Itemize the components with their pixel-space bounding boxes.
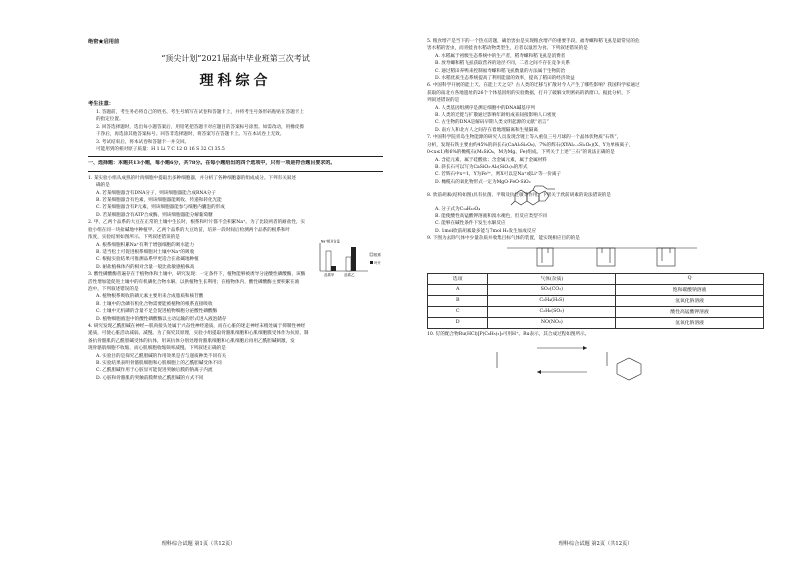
- option-b: B. 放寿螺和稻飞虱获取营养的途径不同，二者之间不存在竞争关系: [435, 61, 570, 67]
- question-line: 3. 酸性磷酸酶普遍存在于植物体和土壤中，研究发现：一定条件下，植物能够被诱导分泌酸性磷酸酶，该酶: [88, 272, 306, 278]
- bar-yi-root: [346, 257, 351, 271]
- question-line: 10. 钌的配合物Ru(HCl)[P(C₆H₅)₃]₃可用H⁺、Ru表示，其合成过程如图所示。: [427, 331, 590, 337]
- question-line: 泡中。下列叙述错误的是: [88, 286, 139, 292]
- table-cell: C₂H₄(H₂S): [488, 295, 616, 306]
- question-line: 0<x≤1)和6%的橄榄石(M₂SiO₄，M为Mg、Fe)组成。下列关于上述“三石”的说法正确的是: [427, 150, 615, 156]
- table-cell: SO₂(CO₂): [488, 284, 616, 295]
- question-line: 1. 某实验小组从成熟的叶肉细胞中提取出多种细胞器，并分析了各种细胞器的组成成分。下列有关叙述: [88, 175, 296, 181]
- chart-ylabel: Na⁺相对含量: [321, 239, 340, 244]
- confidential-seal: 绝密★启用前: [88, 39, 120, 45]
- table-row: [428, 295, 764, 306]
- xlabel-jia: 品系甲: [324, 273, 335, 278]
- option-c: C. 通过稻田养鸭来控制福寿螺和稻飞虱数量的方法属于生物防治: [435, 68, 566, 74]
- sodium-bar-chart: [306, 239, 386, 279]
- question-9: [427, 235, 764, 328]
- synthesis-scheme-figure: [477, 338, 697, 382]
- divider: [88, 171, 383, 172]
- notice-line: 干净后，再选涂其他答案标号。回答非选择题时，将答案写在答题卡上。写在本试卷上无效。: [96, 132, 285, 138]
- table-cell: 酸性高锰酸钾溶液: [616, 306, 764, 317]
- subject-title: 理科综合: [199, 73, 272, 89]
- question-line: 现骨骼肌细胞不收缩，而心肌细胞收缩频率减慢。下列叙述正确的是: [88, 346, 226, 352]
- option-b: B. 适当松土可促进根系细胞对土壤中Na⁺的吸收: [96, 249, 195, 255]
- question-line: 确的是: [96, 183, 110, 189]
- question-line: 活性增加能促进土壤中的有机磷化合物水解，以供植物生长利用；在植物体内，酸性磷酸酶主要积累在液: [88, 279, 300, 285]
- bar-jia-root: [326, 251, 331, 271]
- option-c: C. 乙酰胆碱作用于心脏显可能促进突触后膜的钠离子内流: [96, 368, 213, 374]
- question-line: 分析，发现石铁主要由约45%的斜长石(CaAl₂Si₂O₈)、7%的辉石(XYAl₂₋ₓSiₓO₆)(X、Y为单核离子，: [427, 142, 634, 148]
- table-header-row: [428, 273, 764, 284]
- question-6: [427, 82, 764, 134]
- option-b: B. 土壤中的含磷有机化合物需要能被植物的根系直接吸收: [96, 301, 213, 307]
- page-right: [397, 0, 794, 561]
- legend-root: 根系: [374, 253, 381, 258]
- bar-yi-leaf: [351, 247, 356, 271]
- question-7: [427, 134, 764, 186]
- exam-title: “顶尖计划”2021届高中毕业班第三次考试: [161, 54, 310, 63]
- question-line: 2. 甲、乙两个品系的大豆在正常的土壤中生长时，根系和叶片都不会积累Na⁺。为了比较两者的耐盐性，实: [88, 220, 306, 226]
- option-c: C. 能够在碱性条件下发生水解反应: [435, 221, 506, 227]
- question-line: 验小组在同一块盐碱地中种植甲、乙两个品系的大豆幼苗，培养一段时间后检测两个品系的根系和叶: [88, 227, 291, 233]
- question-5: [427, 38, 764, 82]
- option-a: A. 根系细胞积累Na⁺有利于增强细胞的吸水能力: [96, 242, 195, 248]
- page-footer: 理科综合试题 第2页（共12页）: [558, 541, 633, 547]
- bar-jia-leaf: [331, 266, 336, 271]
- gas-apparatus-figure: [507, 243, 707, 271]
- legend-leaf: 叶片: [374, 261, 381, 266]
- notice-line: 3. 考试结束后，将本试卷和答题卡一并交回。: [96, 139, 190, 145]
- question-line: 4. 研究发现乙酰胆碱在神经—肌肉接头处属于兴奋性神经递质，而在心脏的迷走神经末梢处属于抑制性神经: [88, 323, 306, 329]
- question-line: 害水稻的害虫，而青蛙食水稻动物类型生，后者以鼠害为食。下列叙述错误的是: [427, 46, 588, 52]
- xlabel-yi: 品系乙: [344, 273, 355, 278]
- option-d: D. 耐盐植株体内的相对含量一般比盐敏感植株高: [96, 264, 195, 270]
- option-d: D. 心脏和骨骼肌的突触前膜释放乙酰胆碱的方式不同: [96, 375, 204, 381]
- notice-list: [88, 109, 383, 153]
- question-10: [427, 331, 764, 382]
- option-c: C. 根据实验结果可推测品系甲更适合在盐碱地种植: [96, 257, 199, 263]
- notice-line: 2. 回答选择题时，选出每小题答案后，用铅笔把答题卡对应题目的答案标号涂黑。如需改动，用橡皮擦: [96, 124, 304, 130]
- question-line: 5. 粮食增产是当下的一个热点话题，确治害虫是实现粮食增产的重要手段。福寿螺和稻飞虱是最常见的危: [427, 39, 640, 44]
- option-b: B. 人类的迁徙与扩散通过影响年龄组成来间接影响人口密度: [435, 113, 557, 119]
- option-b: B. 若某细胞器含有色素，则该细胞器能吸收、传递和转化光能: [96, 198, 222, 204]
- option-d: D. 植物细胞液泡中的酸性磷酸酶以主动运输的形式进入液泡储存: [96, 316, 227, 322]
- notice-line: 1. 答题前，考生务必将自己的姓名、考生号填写在试卷和答题卡上，并将考生号条形码粘贴在答题卡上: [96, 110, 304, 115]
- notice-line: 可能用到的相对原子质量：H 1 Li 7 C 12 O 16 S 32 Cl 35.5: [96, 147, 225, 153]
- option-c: C. 土壤中无机磷的含量不足会促进植物细胞分泌酸性磷酸酶: [96, 309, 218, 315]
- option-a: A. 若某细胞器含有DNA分子，则该细胞器能合成RNA分子: [96, 190, 216, 196]
- question-1: [88, 175, 383, 219]
- section-heading: 一、选择题：本题共13小题，每小题6分，共78分。在每小题给出的四个选项中，只有一项是符合题目要求的。: [88, 160, 336, 167]
- question-4: [88, 323, 383, 382]
- option-a: A. 植物根系吸收的磷元素主要用来合成脂质和核苷酸: [96, 294, 204, 300]
- table-cell: D: [428, 317, 488, 328]
- option-d: D. 1mol欣前胡素最多能与7mol H₂发生加成反应: [435, 228, 537, 234]
- table-cell: NO(NO₂): [488, 317, 616, 328]
- table-cell: 氢氧化钠溶液: [616, 317, 764, 328]
- option-d: D. 橄榄石的氧化物形式一定为MgO·FeO·SiO₂: [435, 179, 531, 185]
- option-b: B. 实验结果表明骨骼肌细胞和心肌细胞上的乙酰胆碱受体不同: [96, 361, 222, 366]
- table-cell: C: [428, 306, 488, 317]
- question-line: 备抗骨骼肌的乙酰胆碱受体的抗体，用该抗体分别处理骨骼肌细胞和心肌细胞后再用乙酰胆碱刺激，发: [88, 338, 295, 344]
- table-cell: 氢氧化钠溶液: [616, 295, 764, 306]
- table-cell: A: [428, 284, 488, 295]
- option-b: B. 能使酸性高锰酸钾溶液和溴水褪色，但反应类型不同: [435, 213, 547, 219]
- question-line: 8. 欣前胡素(结构如图)具有抗菌、平喘及抗过敏等作用。下列关于欣前胡素的说法错误的是: [427, 193, 611, 199]
- notice-line: 的指定位置。: [96, 117, 124, 123]
- table-row: [428, 284, 764, 295]
- option-a: A. 人类基因组测序是测定细胞中的DNA碱基序列: [435, 105, 535, 111]
- question-line: 9. 下图为去除气体中少量杂质并收集目标气体的装置，能实现相应目的的是: [427, 236, 580, 242]
- table-row: [428, 306, 764, 317]
- table-cell: 饱和碳酸钠溶液: [616, 284, 764, 295]
- divider: [88, 156, 383, 157]
- column-header: Q: [616, 273, 764, 284]
- question-8: [427, 192, 764, 235]
- option-b: B. 斜长石可以写为CaSiO₃·Al₂(SiO₃)₃的形式: [435, 164, 528, 170]
- page-footer: 理科综合试题 第1页（共12页）: [161, 541, 236, 547]
- question-line: 6. 中国科学开展的能上天、在能上天之交？古人类的迁移与扩散对今人产生了哪些影响？我国科学家通过: [427, 83, 640, 89]
- question-line: 7. 中国科学院青岛生物能源的研究人员发现含锂上等入重仪三号月球的一个晶体状物质“石铁”，: [427, 135, 622, 141]
- table-cell: C₂H₆(SO₂): [488, 306, 616, 317]
- options-table: [427, 273, 764, 329]
- option-a: A. 含硅元素，属于硅酸盐；含金属元素，属于金属材料: [435, 157, 547, 163]
- column-header: 选项: [428, 273, 488, 284]
- question-line: 获取的南北方各地遗址的26个个体基因组的实验数据，打开了破解文明密码的新窗口。据此分析，下: [427, 90, 631, 96]
- question-line: 列叙述错误的是: [427, 98, 460, 104]
- molecule-structure-figure: [505, 184, 565, 210]
- option-c: C. 若辉石中x=1，Y为Fe³⁺，则X可以是Na⁺或Li⁺等一价离子: [435, 172, 562, 178]
- table-row: [428, 317, 764, 328]
- option-d: D. 若某细胞器含有ATP合成酶，则该细胞器能分解葡萄糖: [96, 212, 213, 218]
- option-a: A. 分子式为C₁₄H₁₀O₄: [435, 206, 481, 212]
- notice-heading: 考生注意：: [88, 101, 114, 107]
- option-a: A. 实验目的是探究乙酰胆碱的作用效果是否与递质种类不同有关: [96, 353, 227, 359]
- column-header: 气体(杂质): [488, 273, 616, 284]
- option-d: D. 南方人和北方人之间存在着地理隔离和生殖隔离: [435, 127, 538, 133]
- option-c: C. 古生物的DNA是解码早期人类文明起源的文献“语言”: [435, 120, 549, 126]
- table-cell: B: [428, 295, 488, 306]
- option-d: D. 水稻优质生态系统提高了利用能量的效率，提高了稻田的经济效益: [435, 76, 575, 82]
- question-line: 递质，可使心脏活动减弱、减慢。为了探究其原理，实验小组提取骨骼肌细胞和心肌细胞膜受体作为抗原，制: [88, 331, 309, 337]
- option-a: A. 水稻属于初级生态系统中的生产者，稻寿螺和稻飞虱是消费者: [435, 53, 566, 59]
- option-c: C. 若某细胞器含有P元素，则该细胞器能参与细胞内囊泡的形成: [96, 205, 225, 211]
- question-line: 浓度，实验结果如图所示。下列叙述错误的是: [88, 235, 180, 241]
